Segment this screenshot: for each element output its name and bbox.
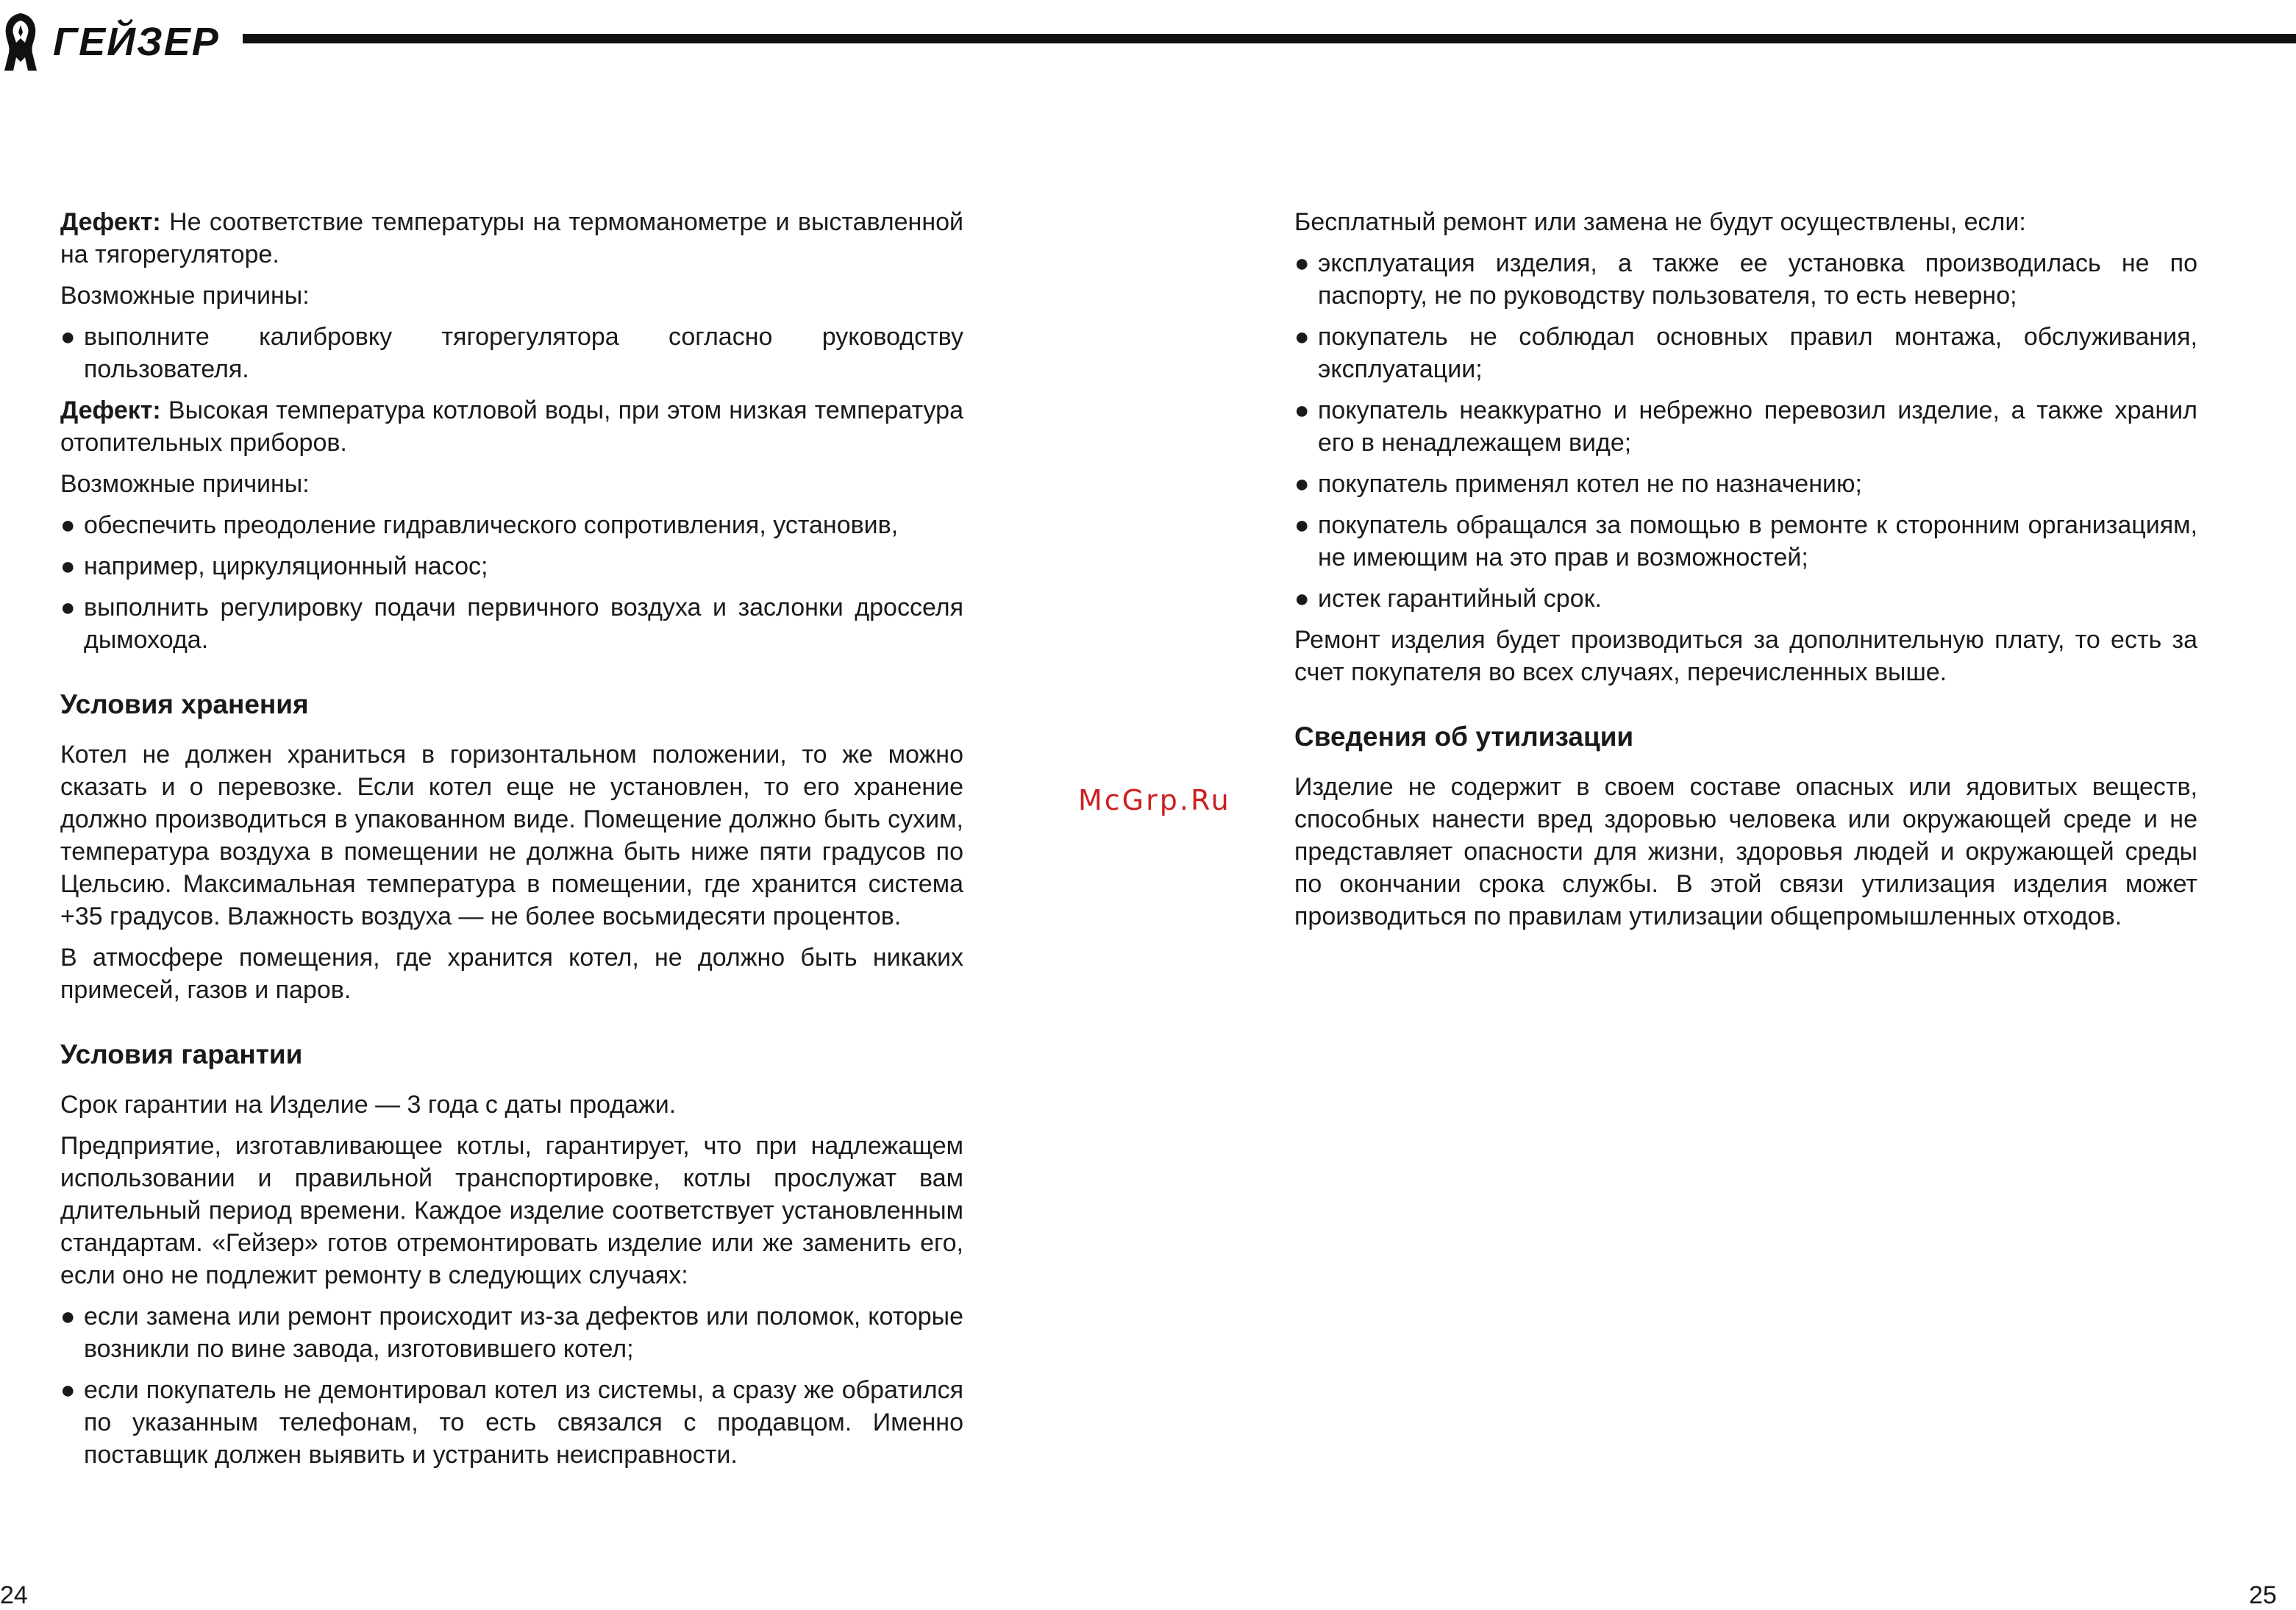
brand-logo xyxy=(0,10,220,74)
causes-1-title: Возможные причины: xyxy=(60,282,310,310)
list-item-text: эксплуатация изделия, а также ее установка производилась не по паспорту, не по руководству пользователя, то есть неверно; xyxy=(1318,249,2197,310)
defect-1-text: Не соответствие температуры на термоманометре и выставленной на тягорегуляторе. xyxy=(60,208,963,268)
list-item-text: выполнить регулировку подачи первичного воздуха и заслонки дросселя дымохода. xyxy=(84,594,963,654)
list-item xyxy=(60,591,963,656)
list-item xyxy=(1294,583,2197,615)
page-header xyxy=(0,0,2296,81)
list-item xyxy=(60,1374,963,1471)
list-item-text: если замена или ремонт происходит из-за дефектов или поломок, которые возникли по вине завода, изготовившего котел; xyxy=(84,1303,963,1363)
list-item xyxy=(60,550,963,583)
page-number-left: 24 xyxy=(0,1581,28,1609)
storage-heading: Условия хранения xyxy=(60,689,309,719)
bullet-icon: ● xyxy=(1294,585,1310,613)
causes-2-title: Возможные причины: xyxy=(60,470,310,498)
list-item-text: покупатель неаккуратно и небрежно перевозил изделие, а также хранил его в ненадлежащем виде; xyxy=(1318,396,2197,457)
bullet-icon: ● xyxy=(60,511,76,539)
defect-2-text: Высокая температура котловой воды, при этом низкая температура отопительных приборов. xyxy=(60,396,963,457)
list-item-text: выполните калибровку тягорегулятора согласно руководству пользователя. xyxy=(84,323,963,383)
list-item-text: истек гарантийный срок. xyxy=(1318,585,1602,613)
list-item-text: покупатель не соблюдал основных правил монтажа, обслуживания, эксплуатации; xyxy=(1318,323,2197,383)
list-item xyxy=(1294,321,2197,385)
bullet-icon: ● xyxy=(60,323,76,351)
warranty-heading: Условия гарантии xyxy=(60,1039,303,1069)
list-item xyxy=(1294,394,2197,459)
free-repair-intro: Бесплатный ремонт или замена не будут осуществлены, если: xyxy=(1294,208,2026,236)
list-item-text: покупатель обращался за помощью в ремонте к сторонним организациям, не имеющим на это прав и возможностей; xyxy=(1318,511,2197,571)
defect-2-label: Дефект: xyxy=(60,396,161,424)
bullet-icon: ● xyxy=(60,552,76,580)
list-item xyxy=(1294,509,2197,574)
warranty-paragraph-2: Предприятие, изготавливающее котлы, гарантирует, что при надлежащем использовании и правильной транспортировке, котлы прослужат вам длительный период времени. Каждое изделие соответствует установленным стандартам. «Гейзер» готов отремонтировать изделие или же заменить его, если оно не подлежит ремонту в следующих случаях: xyxy=(60,1132,963,1289)
bullet-icon: ● xyxy=(60,1303,76,1331)
header-rule xyxy=(243,34,2296,43)
disposal-heading: Сведения об утилизации xyxy=(1294,722,1634,752)
warranty-paragraph-1: Срок гарантии на Изделие — 3 года с даты продажи. xyxy=(60,1091,677,1119)
defect-2 xyxy=(60,394,963,459)
list-item xyxy=(60,321,963,385)
list-item-text: обеспечить преодоление гидравлического сопротивления, установив, xyxy=(84,511,899,539)
list-item xyxy=(1294,468,2197,500)
list-item xyxy=(1294,247,2197,312)
watermark: McGrp.Ru xyxy=(1078,784,1231,816)
list-item-text: покупатель применял котел не по назначению; xyxy=(1318,470,1862,498)
disposal-paragraph: Изделие не содержит в своем составе опасных или ядовитых веществ, способных нанести вред здоровью человека или окружающей среде и не представляет опасности для жизни, здоровья людей и окружающей среды по окончании срока службы. В этой связи утилизация изделия может производиться по правилам утилизации общепромышленных отходов. xyxy=(1294,773,2197,930)
list-item-text: например, циркуляционный насос; xyxy=(84,552,488,580)
geyser-emblem-icon xyxy=(0,10,41,74)
bullet-icon: ● xyxy=(60,1376,76,1404)
bullet-icon: ● xyxy=(1294,323,1310,351)
list-item-text: если покупатель не демонтировал котел из системы, а сразу же обратился по указанным телефонам, то есть связался с продавцом. Именно поставщик должен выявить и устранить неисправности. xyxy=(84,1376,963,1469)
bullet-icon: ● xyxy=(1294,249,1310,277)
storage-paragraph-1: Котел не должен храниться в горизонтальном положении, то же можно сказать и о перевозке. Если котел еще не установлен, то его хранение должно производиться в упакованном виде. Помещение должно быть сухим, температура воздуха в помещении не должна быть ниже пяти градусов по Цельсию. Максимальная температура в помещении, где хранится система +35 градусов. Влажность воздуха — не более восьмидесяти процентов. xyxy=(60,741,963,930)
bullet-icon: ● xyxy=(60,594,76,621)
left-page-column xyxy=(60,206,963,1480)
bullet-icon: ● xyxy=(1294,470,1310,498)
storage-paragraph-2: В атмосфере помещения, где хранится котел, не должно быть никаких примесей, газов и паров. xyxy=(60,944,963,1004)
list-item xyxy=(60,509,963,541)
right-page-column xyxy=(1294,206,2197,941)
bullet-icon: ● xyxy=(1294,511,1310,539)
defect-1 xyxy=(60,206,963,271)
list-item xyxy=(60,1300,963,1365)
paid-repair-paragraph: Ремонт изделия будет производиться за дополнительную плату, то есть за счет покупателя во всех случаях, перечисленных выше. xyxy=(1294,626,2197,686)
defect-1-label: Дефект: xyxy=(60,208,161,236)
bullet-icon: ● xyxy=(1294,396,1310,424)
brand-name: ГЕЙЗЕР xyxy=(53,20,220,64)
page-number-right: 25 xyxy=(2249,1581,2277,1609)
